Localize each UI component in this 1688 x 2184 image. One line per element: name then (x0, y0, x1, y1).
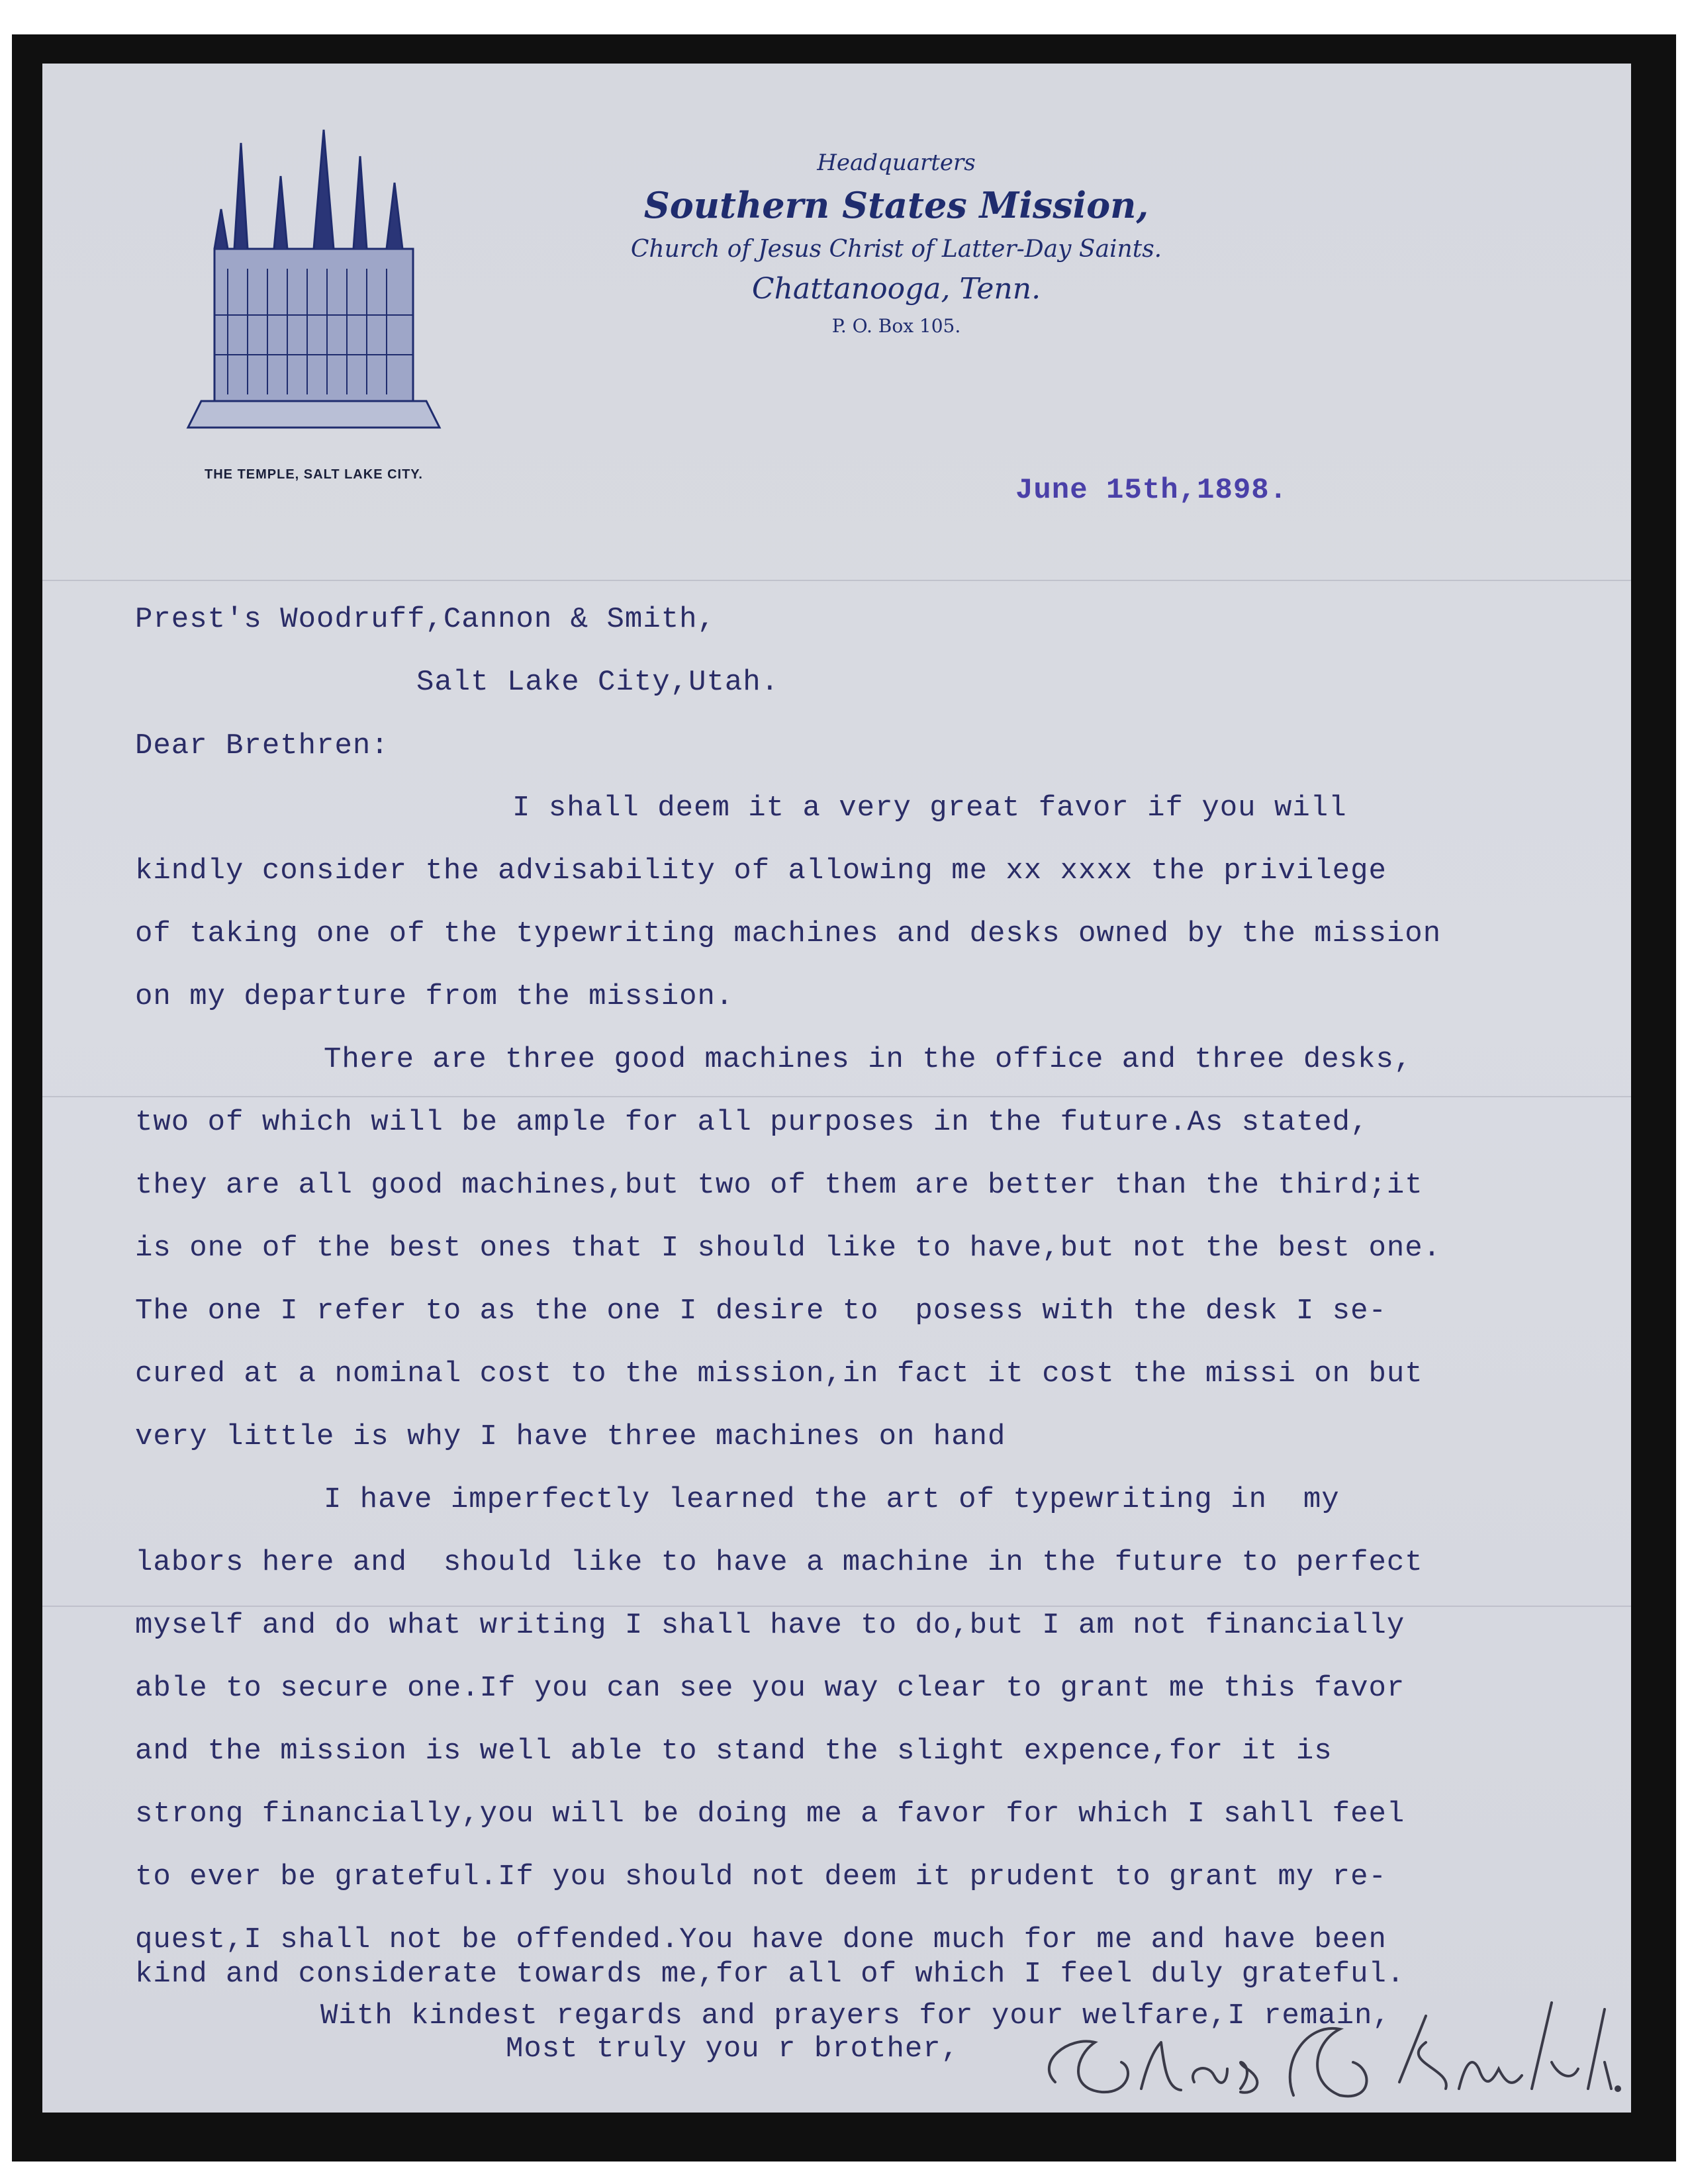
letterhead-line: Church of Jesus Christ of Latter-Day Saints. (630, 236, 1162, 263)
fold-line (42, 1606, 1631, 1607)
fold-line (42, 1096, 1631, 1097)
body-line: and the mission is well able to stand the slight expence,for it is (135, 1735, 1333, 1768)
body-line: quest,I shall not be offended.You have done much for me and have been (135, 1923, 1387, 1956)
body-line: There are three good machines in the office and three desks, (324, 1043, 1413, 1076)
letter-date: June 15th,1898. (1015, 474, 1288, 507)
addressee: Prest's Woodruff,Cannon & Smith, (135, 603, 716, 636)
body-line: they are all good machines,but two of them are better than the third;it (135, 1169, 1423, 1202)
body-line: of taking one of the typewriting machines and desks owned by the mission (135, 917, 1442, 950)
body-line: on my departure from the mission. (135, 980, 734, 1013)
body-line: I shall deem it a very great favor if you will (512, 792, 1347, 825)
body-line: is one of the best ones that I should like to have,but not the best one. (135, 1232, 1442, 1265)
body-line: myself and do what writing I shall have to do,but I am not financially (135, 1609, 1405, 1642)
fold-line (42, 580, 1631, 581)
letterhead-title: Southern States Mission, (643, 184, 1149, 226)
body-line: two of which will be ample for all purposes in the future.As stated, (135, 1106, 1369, 1139)
letterhead-line: P. O. Box 105. (831, 315, 961, 337)
body-line: cured at a nominal cost to the mission,in fact it cost the missi on but (135, 1357, 1423, 1390)
body-line: able to secure one.If you can see you way clear to grant me this favor (135, 1672, 1405, 1705)
body-line: The one I refer to as the one I desire to posess with the desk I se- (135, 1295, 1387, 1328)
letterhead-line: Headquarters (817, 150, 976, 176)
body-line: very little is why I have three machines on hand (135, 1420, 1006, 1453)
body-line: I have imperfectly learned the art of typewriting in my (324, 1483, 1340, 1516)
letterhead-line: Chattanooga, Tenn. (751, 272, 1041, 306)
address: Salt Lake City,Utah. (416, 666, 780, 699)
salutation: Dear Brethren: (135, 729, 389, 762)
letterhead (559, 150, 1234, 337)
body-line: to ever be grateful.If you should not deem it prudent to grant my re- (135, 1860, 1387, 1893)
closing-line: With kindest regards and prayers for your welfare,I remain, (320, 1999, 1391, 2032)
body-line: kindly consider the advisability of allowing me xx xxxx the privilege (135, 854, 1387, 887)
temple-engraving-icon (175, 116, 453, 461)
letter-page (42, 64, 1631, 2113)
handwritten-signature (1029, 1983, 1624, 2113)
image-caption: THE TEMPLE, SALT LAKE CITY. (205, 467, 423, 482)
body-line: kind and considerate towards me,for all of which I feel duly grateful. (135, 1958, 1405, 1991)
closing-line: Most truly you r brother, (506, 2032, 960, 2066)
body-line: labors here and should like to have a machine in the future to perfect (135, 1546, 1423, 1579)
body-line: strong financially,you will be doing me a favor for which I sahll feel (135, 1797, 1405, 1831)
